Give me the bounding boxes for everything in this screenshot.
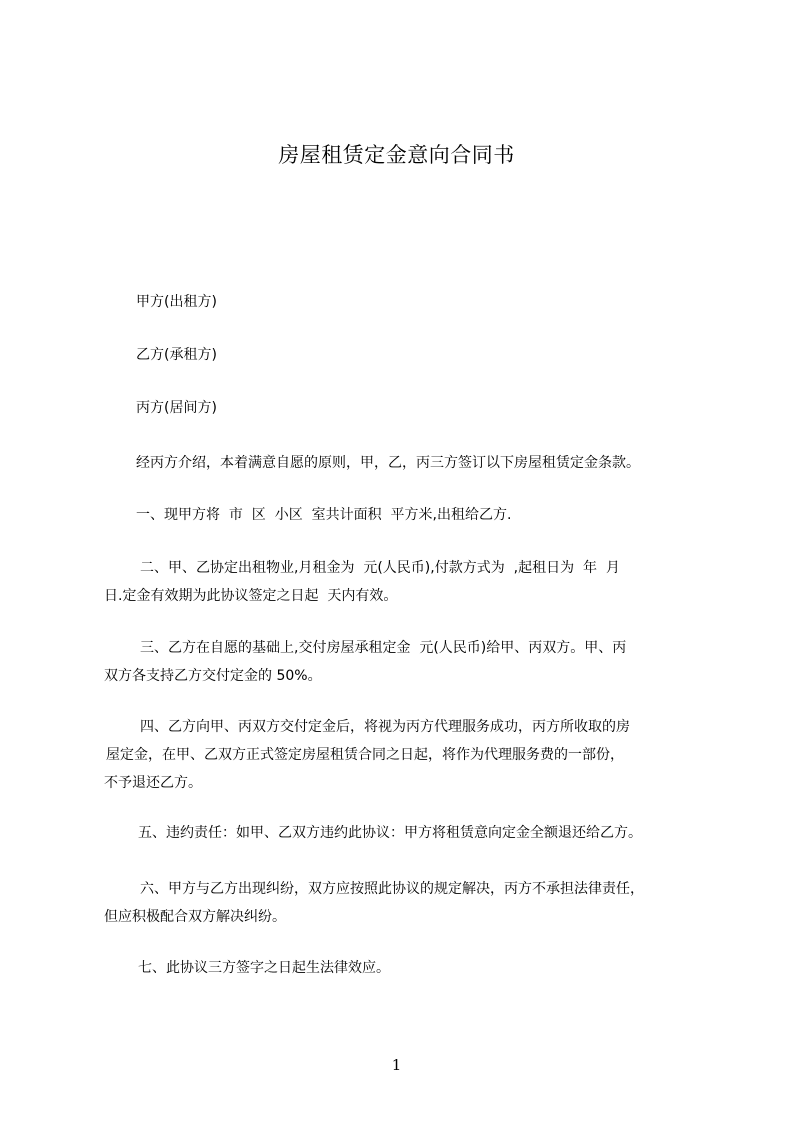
clause-3 bbox=[104, 634, 704, 690]
clause-4-line-1: 四、乙方向甲、丙双方交付定金后，将视为丙方代理服务成功，丙方所收取的房 bbox=[140, 719, 630, 735]
clause-4 bbox=[104, 713, 704, 797]
document-title: 房屋租赁定金意向合同书 bbox=[278, 143, 515, 167]
clause-3-line-2: 双方各支持乙方交付定金的 50%。 bbox=[104, 668, 322, 684]
clause-3-line-1: 三、乙方在自愿的基础上,交付房屋承租定金 元(人民币)给甲、丙双方。甲、丙 bbox=[140, 640, 627, 656]
clause-5: 五、违约责任：如甲、乙双方违约此协议：甲方将租赁意向定金全额退还给乙方。 bbox=[138, 825, 642, 841]
clause-4-line-3: 不予退还乙方。 bbox=[104, 775, 202, 791]
clause-2-line-1: 二、甲、乙协定出租物业,月租金为 元(人民币),付款方式为 ,起租日为 年 月 bbox=[140, 560, 620, 576]
party-a-line: 甲方(出租方) bbox=[136, 294, 217, 310]
clause-4-line-2: 屋定金，在甲、乙双方正式签定房屋租赁合同之日起，将作为代理服务费的一部份， bbox=[106, 747, 624, 763]
clause-2-line-2: 日.定金有效期为此协议签定之日起 天内有效。 bbox=[104, 588, 398, 604]
intro-paragraph: 经丙方介绍，本着满意自愿的原则，甲，乙，丙三方签订以下房屋租赁定金条款。 bbox=[136, 455, 640, 471]
party-c-line: 丙方(居间方) bbox=[136, 400, 217, 416]
clause-6-line-1: 六、甲方与乙方出现纠纷，双方应按照此协议的规定解决，丙方不承担法律责任， bbox=[140, 881, 644, 897]
clause-2 bbox=[104, 554, 704, 610]
clause-1: 一、现甲方将 市 区 小区 室共计面积 平方米,出租给乙方. bbox=[136, 507, 512, 523]
clause-6-line-2: 但应积极配合双方解决纠纷。 bbox=[104, 909, 286, 925]
clause-6 bbox=[104, 875, 704, 931]
page-number: 1 bbox=[391, 1056, 402, 1074]
party-b-line: 乙方(承租方) bbox=[136, 347, 217, 363]
clause-7: 七、此协议三方签字之日起生法律效应。 bbox=[138, 960, 390, 976]
